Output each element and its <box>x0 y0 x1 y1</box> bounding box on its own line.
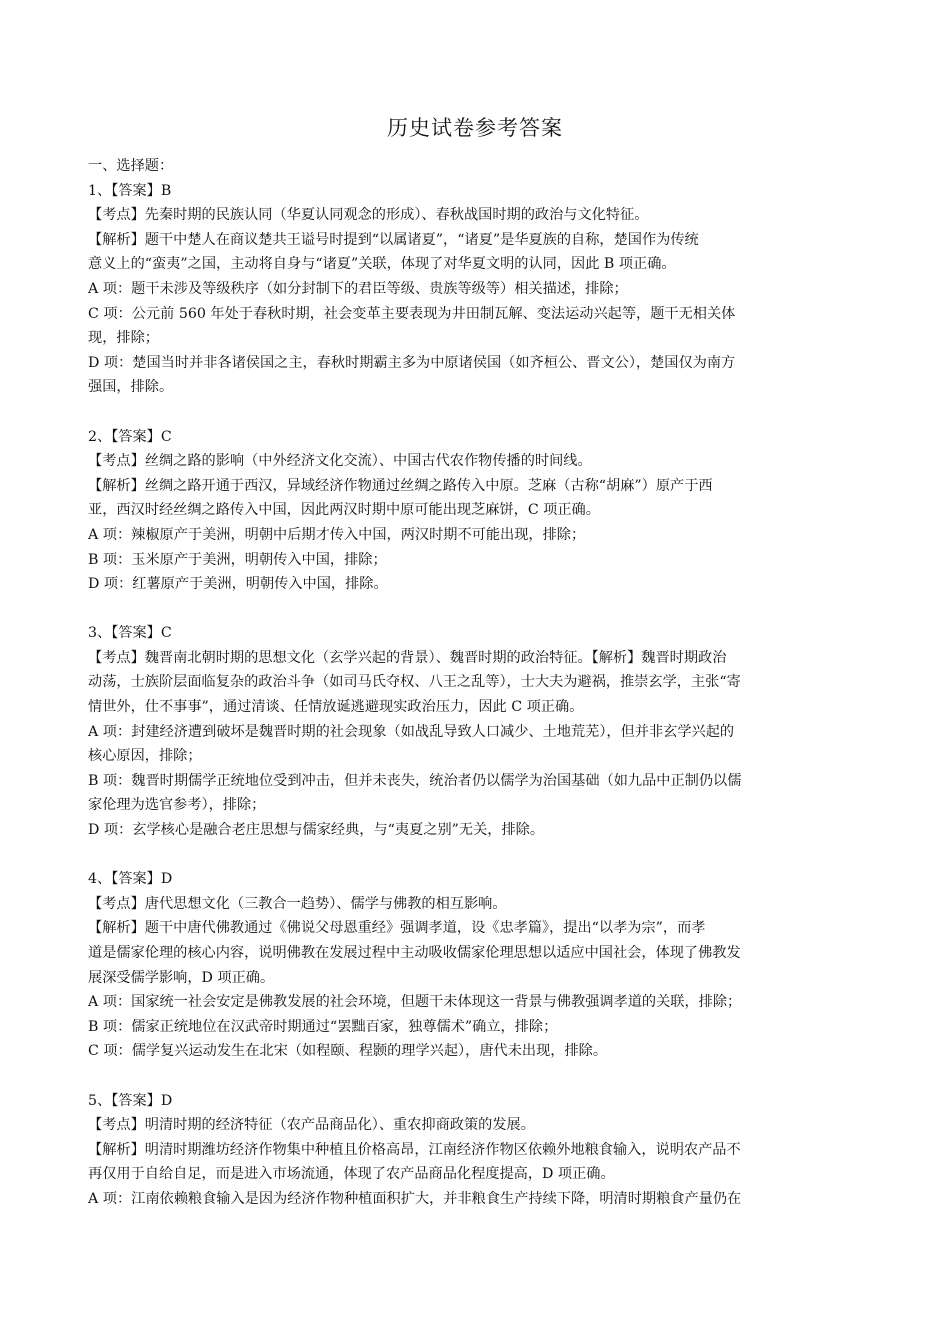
option-line: B 项：魏晋时期儒学正统地位受到冲击，但并未丧失，统治者仍以儒学为治国基础（如九品中正制仍以儒 <box>88 772 742 789</box>
kaodian-line: 【考点】魏晋南北朝时期的思想文化（玄学兴起的背景）、魏晋时期的政治特征。【解析】魏晋时期政治 <box>88 649 727 666</box>
question-block-3 <box>88 621 858 842</box>
spacer <box>88 597 858 622</box>
option-line: B 项：儒家正统地位在汉武帝时期通过“罢黜百家，独尊儒术”确立，排除； <box>88 1018 558 1035</box>
jiexi-line: 动荡，士族阶层面临复杂的政治斗争（如司马氏夺权、八王之乱等），士大夫为避祸，推崇玄学，主张“寄 <box>88 674 741 691</box>
option-line: 家伦理为选官参考），排除； <box>88 797 266 814</box>
document-body <box>88 154 858 1212</box>
spacer <box>88 1064 858 1089</box>
option-line: A 项：辣椒原产于美洲，明朝中后期才传入中国，两汉时期不可能出现，排除； <box>88 526 586 543</box>
option-line: B 项：玉米原产于美洲，明朝传入中国，排除； <box>88 551 387 568</box>
jiexi-line: 情世外，仕不事事”，通过清谈、任情放诞逃避现实政治压力，因此 C 项正确。 <box>88 699 584 716</box>
jiexi-line: 亚，西汉时经丝绸之路传入中国，因此两汉时期中原可能出现芝麻饼，C 项正确。 <box>88 502 600 519</box>
jiexi-line: 道是儒家伦理的核心内容，说明佛教在发展过程中主动吸收儒家伦理思想以适应中国社会，体现了佛教发 <box>88 945 741 961</box>
section-heading: 一、选择题： <box>88 158 174 174</box>
option-line: A 项：封建经济遭到破坏是魏晋时期的社会现象（如战乱导致人口减少、土地荒芜），但并非玄学兴起的 <box>88 723 735 740</box>
jiexi-line: 【解析】丝绸之路开通于西汉，异域经济作物通过丝绸之路传入中原。芝麻（古称“胡麻”）原产于西 <box>88 477 713 494</box>
option-line: 强国，排除。 <box>88 379 174 396</box>
option-line: D 项：红薯原产于美洲，明朝传入中国，排除。 <box>88 576 388 593</box>
question-block-5 <box>88 1089 858 1212</box>
jiexi-line: 意义上的“蛮夷”之国，主动将自身与“诸夏”关联，体现了对华夏文明的认同，因此 B 项正确。 <box>88 256 676 273</box>
jiexi-line: 【解析】题干中楚人在商议楚共王谥号时提到“以属诸夏”，“诸夏”是华夏族的自称，楚国作为传统 <box>88 231 699 248</box>
kaodian-line: 【考点】先秦时期的民族认同（华夏认同观念的形成）、春秋战国时期的政治与文化特征。 <box>88 207 649 224</box>
kaodian-line: 【考点】丝绸之路的影响（中外经济文化交流）、中国古代农作物传播的时间线。 <box>88 453 592 470</box>
question-block-2 <box>88 425 858 597</box>
answer-line: 1、【答案】B <box>88 182 172 199</box>
jiexi-line: 展深受儒学影响，D 项正确。 <box>88 969 275 986</box>
question-block-1 <box>88 179 858 400</box>
option-line: A 项：江南依赖粮食输入是因为经济作物种植面积扩大，并非粮食生产持续下降，明清时期粮食产量仍在 <box>88 1190 742 1207</box>
option-line: C 项：儒学复兴运动发生在北宋（如程颐、程颢的理学兴起），唐代未出现，排除。 <box>88 1043 608 1060</box>
kaodian-line: 【考点】唐代思想文化（三教合一趋势）、儒学与佛教的相互影响。 <box>88 895 507 912</box>
answer-line: 2、【答案】C <box>88 428 172 445</box>
option-line: D 项：楚国当时并非各诸侯国之主，春秋时期霸主多为中原诸侯国（如齐桓公、晋文公），楚国仅为南方 <box>88 354 736 371</box>
jiexi-line: 再仅用于自给自足，而是进入市场流通，体现了农产品商品化程度提高，D 项正确。 <box>88 1166 615 1183</box>
option-line: 现，排除； <box>88 330 159 347</box>
answer-line: 5、【答案】D <box>88 1092 173 1109</box>
option-line: A 项：题干未涉及等级秩序（如分封制下的君臣等级、贵族等级等）相关描述，排除； <box>88 280 628 297</box>
jiexi-line: 【解析】明清时期潍坊经济作物集中种植且价格高昂，江南经济作物区依赖外地粮食输入，说明农产品不 <box>88 1141 741 1158</box>
spacer <box>88 400 858 425</box>
question-block-4 <box>88 867 858 1064</box>
answer-line: 3、【答案】C <box>88 625 172 642</box>
jiexi-line: 【解析】题干中唐代佛教通过《佛说父母恩重经》强调孝道，设《忠孝篇》，提出“以孝为宗”，而孝 <box>88 920 706 937</box>
kaodian-line: 【考点】明清时期的经济特征（农产品商品化）、重农抑商政策的发展。 <box>88 1117 535 1134</box>
document-title: 历史试卷参考答案 <box>387 116 563 140</box>
answer-line: 4、【答案】D <box>88 871 173 888</box>
spacer <box>88 843 858 868</box>
option-line: C 项：公元前 560 年处于春秋时期，社会变革主要表现为井田制瓦解、变法运动兴起等，题干无相关体 <box>88 305 736 322</box>
option-line: A 项：国家统一社会安定是佛教发展的社会环境，但题干未体现这一背景与佛教强调孝道的关联，排除； <box>88 994 742 1011</box>
option-line: 核心原因，排除； <box>88 748 202 765</box>
option-line: D 项：玄学核心是融合老庄思想与儒家经典，与“夷夏之别”无关，排除。 <box>88 822 545 839</box>
